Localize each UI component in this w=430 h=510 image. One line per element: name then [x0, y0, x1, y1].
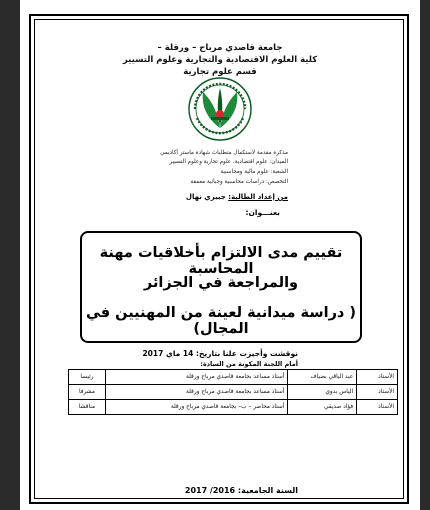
jury-rank: أستاذ مساعد بجامعة قاصدي مرباح ورقلة — [105, 385, 287, 400]
thesis-title-line1: تقييم مدى الالتزام بأخلاقيات مهنة المحاسبة — [99, 245, 343, 277]
memo-specialty: التخصص: دراسات محاسبية وجبائية معمقة — [190, 179, 288, 185]
jury-role: مشرفا — [69, 385, 106, 400]
jury-rank: أستاذ محاضر – ب– بجامعة قاصدي مرباح ورقلة — [105, 400, 287, 415]
thesis-title-box — [80, 231, 362, 343]
thesis-title-line2: والمراجعة في الجزائر — [143, 275, 299, 291]
jury-role: رئيسا — [69, 370, 106, 385]
university-name: جامعة قاصدي مرباح – ورقلة – — [157, 43, 283, 53]
jury-table — [68, 369, 398, 415]
memo-field: الميدان: علوم اقتصادية، علوم تجارية وعلوم التسيير — [169, 159, 288, 165]
jury-name: الياس بدوي — [288, 385, 357, 400]
jury-rank: أستاذ مساعد بجامعة قاصدي مرباح ورقلة — [105, 370, 287, 385]
university-emblem-icon — [187, 76, 253, 142]
faculty-name: كلية العلوم الاقتصادية والتجارية وعلوم التسيير — [122, 55, 318, 65]
defense-date: نوقشت وأجيزت علنا بتاريخ: 14 ماي 2017 — [142, 349, 298, 358]
jury-role: مناقشا — [69, 400, 106, 415]
jury-title: الأستاذ — [357, 385, 398, 400]
committee-intro: أمام اللجنة المكونة من السادة: — [200, 360, 298, 368]
title-label: بعنـــوان: — [245, 208, 280, 217]
table-row — [69, 400, 398, 415]
jury-name: عبد الباقي بضياف — [288, 370, 357, 385]
memo-branch: الشعبة: علوم مالية ومحاسبية — [220, 169, 288, 175]
jury-name: فؤاد صديقي — [288, 400, 357, 415]
table-row — [69, 370, 398, 385]
student-name: جبيري نهال — [185, 193, 226, 201]
thesis-title-line3: ( دراسة ميدانية لعينة من المهنيين في المجال) — [85, 305, 357, 337]
jury-title: الأستاذ — [357, 370, 398, 385]
student-line — [186, 193, 288, 201]
table-row — [69, 385, 398, 400]
document-page — [20, 0, 420, 510]
academic-year: السنة الجامعية: 2016/ 2017 — [184, 486, 298, 495]
student-label: من إعداد الطالبة: — [228, 193, 288, 201]
department-name: قسم علوم تجارية — [183, 67, 257, 77]
memo-purpose: مذكرة مقدمة لاستكمال متطلبات شهادة ماستر أكاديمي — [160, 150, 288, 156]
jury-title: الأستاذ — [357, 400, 398, 415]
